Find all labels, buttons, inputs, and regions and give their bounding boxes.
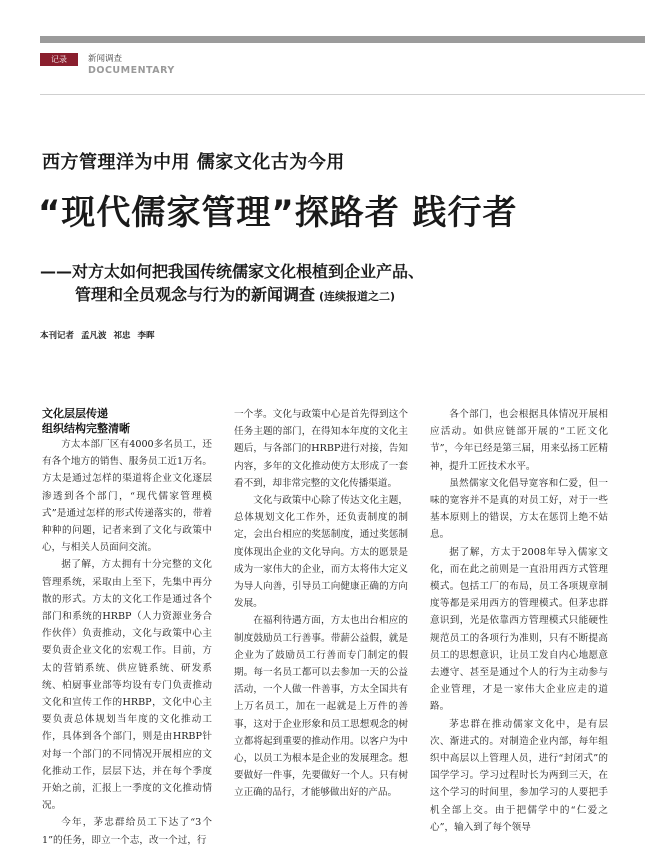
paragraph: 在福利待遇方面，方太也出台相应的制度鼓励员工行善事。带薪公益假，就是企业为了鼓励员工行善而专门制定的假期。每一名员工都可以去参加一天的公益活动，一个人做一件善事，方太全国共有上万名员工，加在一起就是上万件的善事，这对于企业形象和员工思想观念的树立都将起到重要的推动作用。以客户为中心，以员工为根本是企业的发展理念。想要做好一件事，先要做好一个人。只有树立正确的品行，才能够做出好的产品。 <box>234 615 408 799</box>
author-name: 孟凡波 <box>80 331 107 341</box>
paragraph: 据了解，方太于2008年导入儒家文化，而在此之前则是一直沿用西方式管理模式。包括工厂的布局，员工各项规章制度等都是采用西方的管理模式。但茅忠群意识到，光是依靠西方管理模式只能硬性规范员工的各项行为准则，只有不断提高员工的思想意识，让员工发自内心地愿意去遵守、甚至是通过个人的行为主动参与企业管理，才是一家伟大企业应走的道路。 <box>430 546 608 713</box>
byline <box>40 329 158 341</box>
section-title-en: DOCUMENTARY <box>88 65 175 76</box>
paragraph: 虽然儒家文化倡导宽容和仁爱，但一味的宽容并不是真的对员工好，对于一些基本原则上的错误，方太在惩罚上绝不姑息。 <box>430 477 608 541</box>
author-name: 祁忠 <box>113 331 131 341</box>
paragraph-continued: 一个孝。文化与政策中心是首先得到这个任务主题的部门，在得知本年度的文化主题后，与各部门的HRBP进行对接，告知内容，多年的文化推动使方太形成了一套看不到，却非常完整的文化传播渠道。 <box>234 409 408 489</box>
paragraph: 文化与政策中心除了传达文化主题，总体规划文化工作外，还负责制度的制定，会出台相应的奖惩制度，通过奖惩制度体现出企业的文化导向。方太的愿景是成为一家伟大的企业，而方太将伟大定义为导人向善，引导员工向健康正确的方向发展。 <box>234 495 408 610</box>
body-column-3 <box>430 406 608 836</box>
subtitle-note: (连续报道之二) <box>319 290 396 303</box>
section-heading: 组织结构完整清晰 <box>42 422 130 435</box>
section-header <box>40 52 645 78</box>
paragraph: 据了解，方太拥有十分完整的文化管理系统，采取由上至下，先集中再分散的形式。方太的文化工作是通过各个部门和系统的HRBP（人力资源业务合作伙伴）负责推动，文化与政策中心主要负责企业文化的宏观工作。目前，方太的营销系统、供应链系统、研发系统、柏厨事业部等均设有专门负责推动文化和宣传工作的HRBP，文化中心主要负责总体规划当年度的文化推动工作，具体到各个部门，则是由HRBP针对每一个部门的不同情况开展相应的文化推动工作，层层下达，并在每个季度开始之前，汇报上一季度的文化推动情况。 <box>42 559 212 812</box>
article-subtitle-line2 <box>75 282 395 305</box>
body-column-1 <box>42 406 212 849</box>
author-name: 李晖 <box>137 331 155 341</box>
paragraph: 茅忠群在推动儒家文化中，是有层次、渐进式的。对制造企业内部，每年组织中高层以上管理人员，进行“封闭式”的国学学习。学习过程时长为两到三天，在这个学习的时间里，参加学习的人要把手机全部上交。由于把儒学中的“仁爱之心”，输入到了每个领导 <box>430 718 608 833</box>
section-title-cn: 新闻调查 <box>88 54 123 64</box>
paragraph: 各个部门，也会根据具体情况开展相应活动。如供应链部开展的“工匠文化节”，今年已经是第三届，用来弘扬工匠精神，提升工匠技术水平。 <box>430 409 608 472</box>
article-kicker: 西方管理洋为中用 儒家文化古为今用 <box>42 152 345 173</box>
paragraph: 今年，茅忠群给员工下达了“3个1”的任务，即立一个志，改一个过，行 <box>42 817 212 846</box>
section-tag: 记录 <box>40 53 78 66</box>
article-subtitle-line1: ——对方太如何把我国传统儒家文化根植到企业产品、 <box>40 262 425 281</box>
header-divider <box>40 94 645 95</box>
top-decorative-bar <box>40 36 645 43</box>
subtitle-text: 管理和全员观念与行为的新闻调查 <box>75 285 316 304</box>
byline-label: 本刊记者 <box>40 331 75 341</box>
body-column-2 <box>234 406 408 802</box>
article-headline: “现代儒家管理”探路者 践行者 <box>38 193 518 233</box>
paragraph: 方太本部厂区有4000多名员工，还有各个地方的销售、服务员工近1万名。方太是通过怎样的渠道将企业文化逐层渗透到各个部门，“现代儒家管理模式”是通过怎样的形式传递落实的，带着种种的问题，记者来到了文化与政策中心，与相关人员面问交流。 <box>42 439 212 554</box>
section-heading: 文化层层传递 <box>42 407 108 420</box>
